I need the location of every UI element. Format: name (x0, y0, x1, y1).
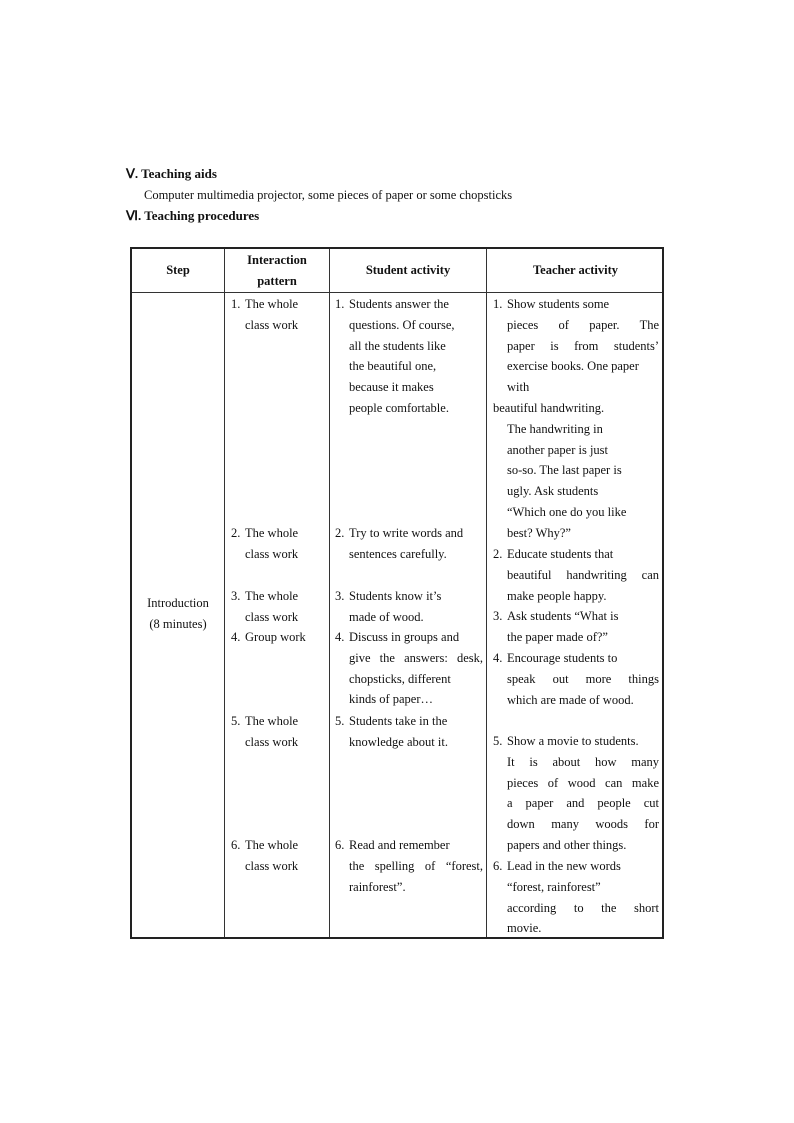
header-interaction-pattern: Interaction pattern (247, 252, 307, 288)
step-introduction: Introduction (8 minutes) (147, 596, 209, 631)
column-divider (329, 249, 330, 937)
interaction-item: 6. The whole class work (231, 838, 299, 873)
interaction-item: 4. Group work (231, 630, 306, 644)
teacher-activity-item: 6. Lead in the new words “forest, rainforest” according to the short movie. (493, 859, 659, 936)
student-activity-item: 2. Try to write words and sentences carefully. (335, 526, 464, 561)
teacher-activity-item: 4. Encourage students to speak out more things which are made of wood. (493, 651, 659, 707)
interaction-item: 5. The whole class work (231, 714, 299, 749)
procedures-table (130, 247, 664, 939)
column-divider (224, 249, 225, 937)
header-step: Step (166, 263, 190, 277)
student-activity-item: 6. Read and remember the spelling of “forest, rainforest”. (335, 838, 483, 894)
header-student-activity: Student activity (365, 263, 451, 277)
teacher-activity-item: 3. Ask students “What is the paper made of?” (493, 609, 619, 644)
interaction-item: 2. The whole class work (231, 526, 299, 561)
interaction-item: 1. The whole class work (231, 297, 299, 332)
column-divider (486, 249, 487, 937)
teaching-aids-text: Computer multimedia projector, some pieces of paper or some chopsticks (144, 188, 513, 202)
teacher-activity-item: 2. Educate students that beautiful handwriting can make people happy. (493, 547, 659, 603)
header-teacher-activity: Teacher activity (532, 263, 619, 277)
student-activity-item: 5. Students take in the knowledge about it. (335, 714, 448, 749)
student-activity-item: 3. Students know it’s made of wood. (335, 589, 442, 624)
student-activity-item: 1. Students answer the questions. Of course, all the students like the beautiful one, because it makes people comfortable. (335, 297, 455, 415)
section-heading-teaching-procedures: Ⅵ. Teaching procedures (126, 208, 260, 223)
teacher-activity-item: 1. Show students some pieces of paper. The paper is from students’ exercise books. One paper with beautiful handwriting. The handwriting in another paper is just so-so. The last paper is ugly. Ask students “Which one do you like best? Why?” (493, 297, 659, 540)
student-activity-item: 4. Discuss in groups and give the answers: desk, chopsticks, different kinds of paper… (335, 630, 483, 707)
section-heading-teaching-aids: Ⅴ. Teaching aids (126, 166, 217, 181)
interaction-item: 3. The whole class work (231, 589, 299, 624)
header-divider (132, 292, 662, 293)
teacher-activity-item: 5. Show a movie to students. It is about how many pieces of wood can make a paper and people cut down many woods for papers and other things. (493, 734, 659, 852)
